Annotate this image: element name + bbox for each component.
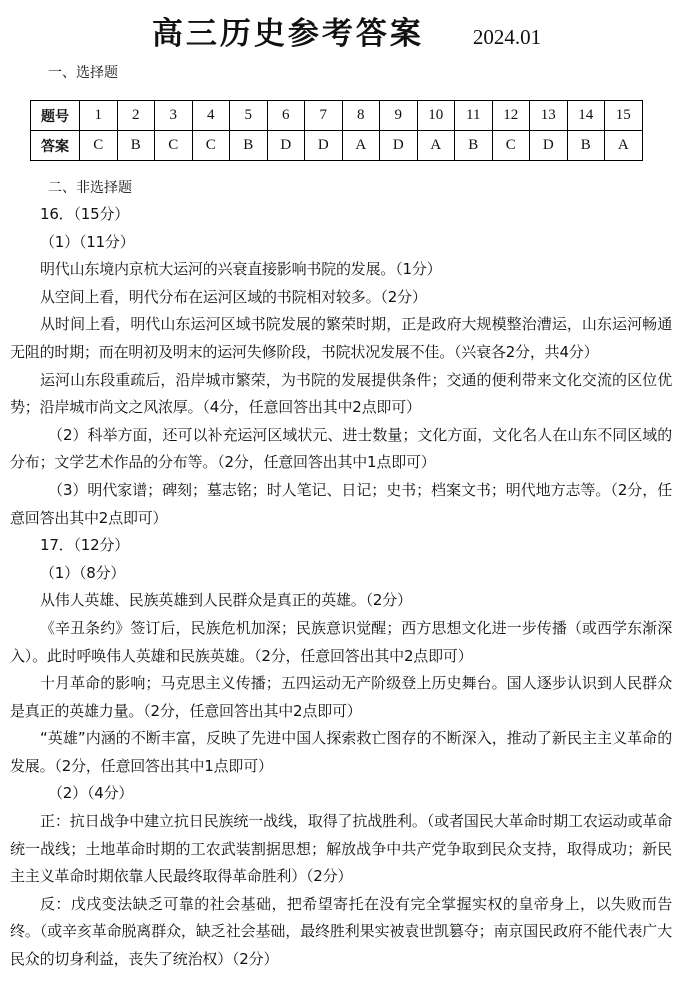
answer-cell: D: [267, 131, 305, 161]
question-number: 4: [192, 101, 230, 131]
answer-cell: C: [492, 131, 530, 161]
question-number: 14: [567, 101, 605, 131]
answer-paragraph: 正：抗日战争中建立抗日民族统一战线，取得了抗战胜利。（或者国民大革命时期工农运动或革命统一战线；土地革命时期的工农武装割据思想；解放战争中共产党争取到民众支持，取得成功；新民主主义革命时期依靠人民最终取得革命胜利）（2分）: [10, 812, 672, 886]
answer-cell: A: [605, 131, 643, 161]
answer-cell: B: [567, 131, 605, 161]
question-number: 9: [380, 101, 418, 131]
answer-paragraph: 从时间上看，明代山东运河区域书院发展的繁荣时期，正是政府大规模整治漕运，山东运河畅通无阻的时期；而在明初及明末的运河失修阶段，书院状况发展不佳。（兴衰各2分，共4分）: [10, 315, 672, 361]
question-number: 10: [417, 101, 455, 131]
answer-cell: C: [80, 131, 118, 161]
subquestion-heading: （1）（8分）: [40, 563, 126, 582]
row-label-number: 题号: [31, 101, 80, 131]
question-number: 5: [230, 101, 268, 131]
subquestion-heading: （2）（4分）: [48, 784, 134, 803]
question-number: 1: [80, 101, 118, 131]
section-heading-free-response: 二、非选择题: [48, 180, 132, 196]
answer-paragraph: （3）明代家谱；碑刻；墓志铭；时人笔记、日记；史书；档案文书；明代地方志等。（2分，任意回答出其中2点即可）: [10, 480, 672, 527]
row-label-answer: 答案: [31, 131, 80, 161]
answer-paragraph: 十月革命的影响；马克思主义传播；五四运动无产阶级登上历史舞台。国人逐步认识到人民群众是真正的英雄力量。（2分，任意回答出其中2点即可）: [10, 674, 672, 720]
answer-cell: D: [305, 131, 343, 161]
answer-body: [10, 201, 672, 974]
answer-table: [30, 100, 643, 161]
answer-paragraph: 明代山东境内京杭大运河的兴衰直接影响书院的发展。（1分）: [40, 260, 442, 279]
document-title: 高三历史参考答案: [151, 16, 424, 52]
question-number: 12: [492, 101, 530, 131]
answer-paragraph: 反：戊戌变法缺乏可靠的社会基础，把希望寄托在没有完全掌握实权的皇帝身上，以失败而告终。（或辛亥革命脱离群众，缺乏社会基础，最终胜利果实被袁世凯篡夺；南京国民政府不能代表广大民众的切身利益，丧失了统治权）（2分）: [10, 894, 672, 969]
table-row-answers: [31, 131, 643, 161]
answer-paragraph: 从伟人英雄、民族英雄到人民群众是真正的英雄。（2分）: [40, 591, 412, 610]
question-heading: 17．（12分）: [40, 536, 130, 555]
question-number: 2: [117, 101, 155, 131]
answer-paragraph: 《辛丑条约》签订后，民族危机加深；民族意识觉醒；西方思想文化进一步传播（或西学东渐深入）。此时呼唤伟人英雄和民族英雄。（2分，任意回答出其中2点即可）: [10, 618, 672, 665]
answer-cell: C: [192, 131, 230, 161]
answer-cell: D: [530, 131, 568, 161]
question-heading: 16．（15分）: [40, 205, 130, 223]
answer-paragraph: 从空间上看，明代分布在运河区域的书院相对较多。（2分）: [40, 287, 427, 306]
answer-cell: C: [155, 131, 193, 161]
answer-paragraph: “英雄”内涵的不断丰富，反映了先进中国人探索救亡图存的不断深入，推动了新民主主义革命的发展。（2分，任意回答出其中1点即可）: [10, 729, 672, 775]
question-number: 11: [455, 101, 493, 131]
document-date: 2024.01: [472, 25, 542, 49]
question-number: 3: [155, 101, 193, 131]
question-number: 6: [267, 101, 305, 131]
answer-cell: B: [230, 131, 268, 161]
question-number: 15: [605, 101, 643, 131]
answer-paragraph: 运河山东段重疏后，沿岸城市繁荣，为书院的发展提供条件；交通的便利带来文化交流的区位优势；沿岸城市尚文之风浓厚。（4分，任意回答出其中2点即可）: [10, 370, 672, 417]
subquestion-heading: （1）（11分）: [40, 232, 135, 251]
answer-cell: A: [417, 131, 455, 161]
question-number: 8: [342, 101, 380, 131]
question-number: 7: [305, 101, 343, 131]
answer-paragraph: （2）科举方面，还可以补充运河区域状元、进士数量；文化方面，文化名人在山东不同区域的分布；文学艺术作品的分布等。（2分，任意回答出其中1点即可）: [10, 425, 672, 472]
answer-cell: D: [380, 131, 418, 161]
table-row-numbers: [31, 101, 643, 131]
section-heading-multiple-choice: 一、选择题: [48, 65, 118, 81]
page-title: [0, 8, 693, 53]
answer-cell: B: [455, 131, 493, 161]
answer-cell: A: [342, 131, 380, 161]
question-number: 13: [530, 101, 568, 131]
answer-cell: B: [117, 131, 155, 161]
